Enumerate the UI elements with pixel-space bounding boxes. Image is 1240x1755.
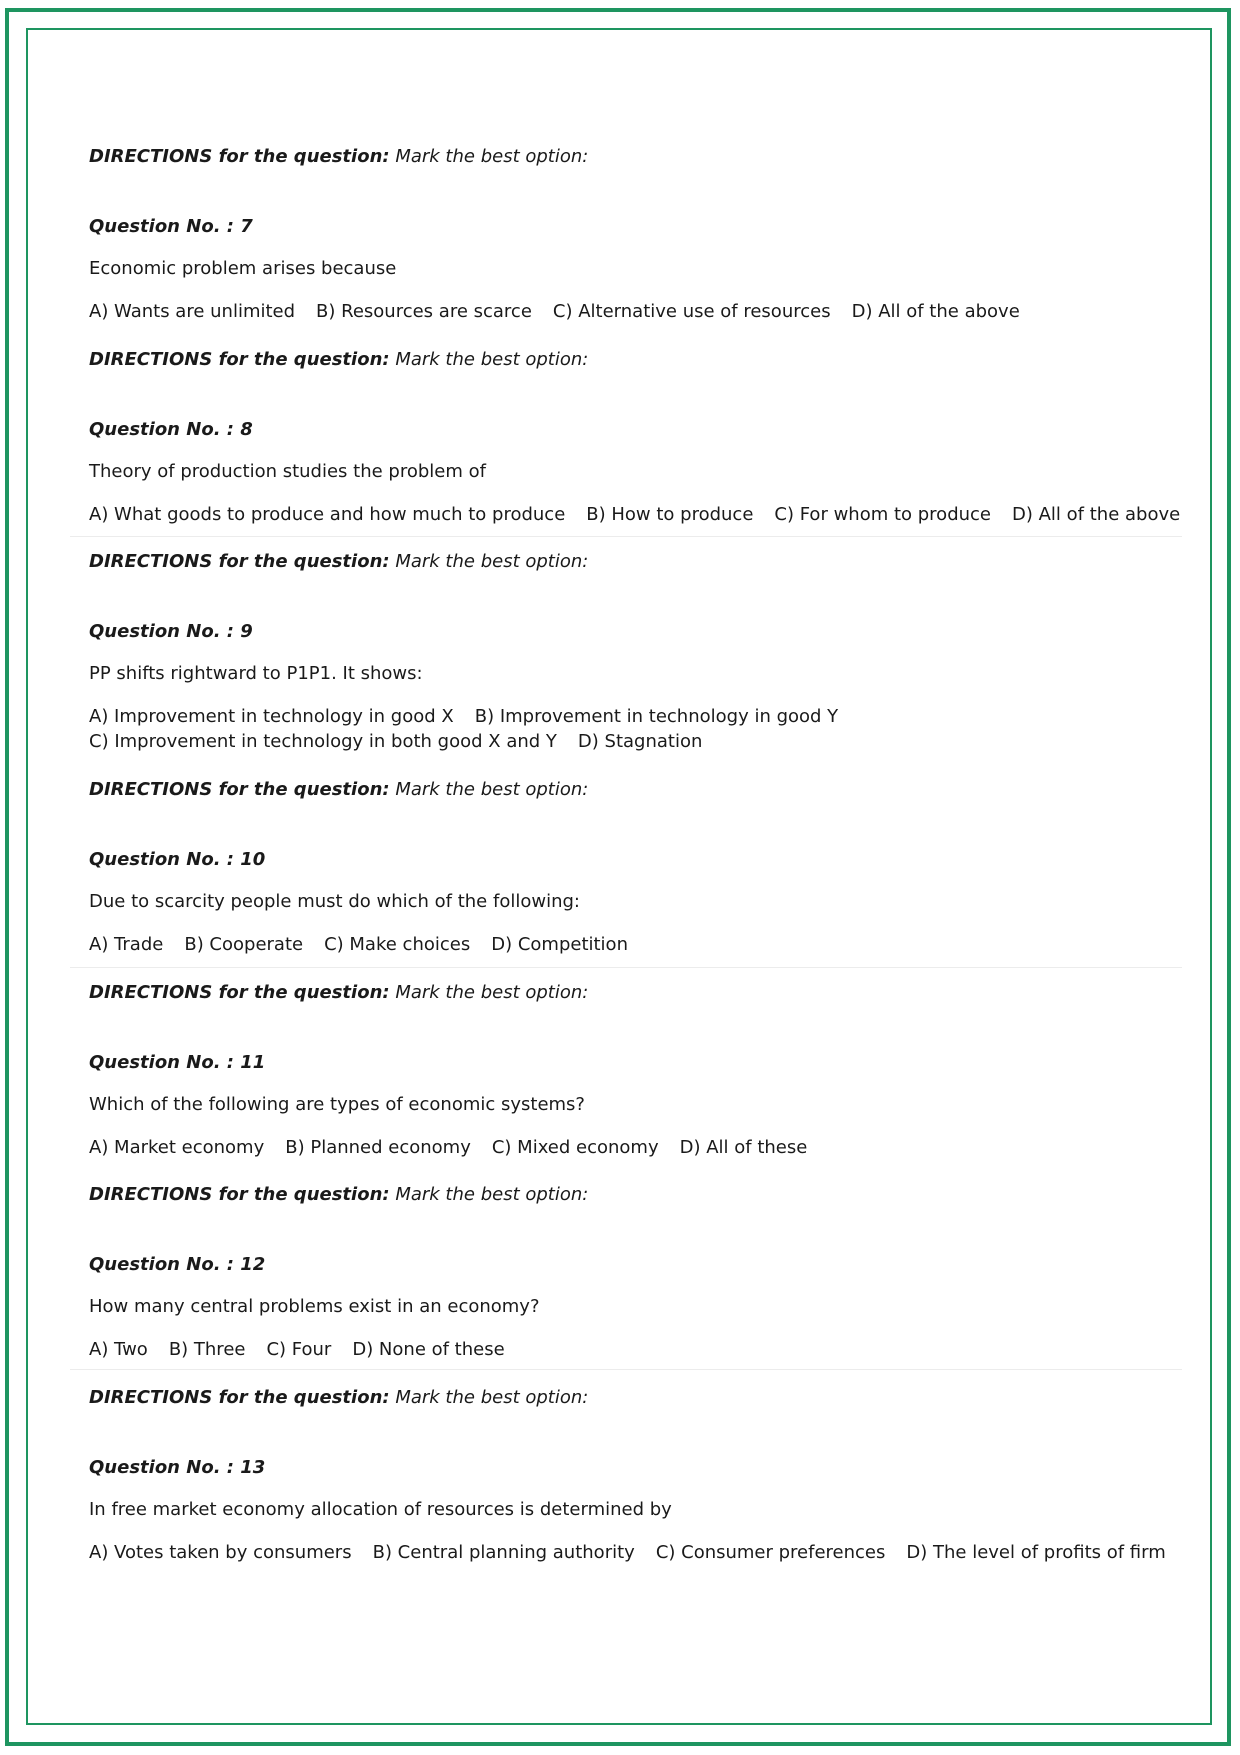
question-number: Question No. : 11 bbox=[89, 1052, 266, 1073]
answer-option[interactable]: B) How to produce bbox=[586, 504, 754, 525]
options-row bbox=[89, 300, 1041, 324]
answer-option[interactable]: A) Two bbox=[89, 1339, 148, 1360]
directions-line bbox=[89, 550, 588, 574]
separator-line bbox=[70, 1369, 1182, 1370]
question-stem: Which of the following are types of economic systems? bbox=[89, 1094, 585, 1115]
answer-option[interactable]: C) Four bbox=[266, 1339, 332, 1360]
answer-option[interactable]: C) Consumer preferences bbox=[655, 1542, 886, 1563]
directions-label: DIRECTIONS for the question: bbox=[89, 779, 390, 800]
answer-option[interactable]: C) Improvement in technology in both good X and Y bbox=[89, 731, 557, 752]
directions-label: DIRECTIONS for the question: bbox=[89, 982, 390, 1003]
answer-option[interactable]: B) Three bbox=[168, 1339, 246, 1360]
directions-label: DIRECTIONS for the question: bbox=[89, 146, 390, 167]
answer-option[interactable]: A) What goods to produce and how much to produce bbox=[89, 504, 566, 525]
directions-label: DIRECTIONS for the question: bbox=[89, 1184, 390, 1205]
question-number: Question No. : 13 bbox=[89, 1457, 266, 1478]
question-number: Question No. : 7 bbox=[89, 216, 253, 237]
directions-line bbox=[89, 778, 588, 802]
answer-option[interactable]: D) Competition bbox=[491, 934, 628, 955]
directions-text: Mark the best option: bbox=[395, 779, 589, 800]
answer-option[interactable]: A) Improvement in technology in good X bbox=[89, 706, 454, 727]
directions-text: Mark the best option: bbox=[395, 982, 589, 1003]
directions-text: Mark the best option: bbox=[395, 551, 589, 572]
question-stem: How many central problems exist in an economy? bbox=[89, 1296, 540, 1317]
directions-line bbox=[89, 1183, 588, 1207]
directions-line bbox=[89, 981, 588, 1005]
answer-option[interactable]: D) All of these bbox=[679, 1137, 808, 1158]
options-row bbox=[89, 1136, 828, 1160]
question-number: Question No. : 12 bbox=[89, 1254, 266, 1275]
question-number: Question No. : 8 bbox=[89, 419, 253, 440]
options-row bbox=[89, 503, 1201, 527]
question-stem: In free market economy allocation of resources is determined by bbox=[89, 1499, 672, 1520]
options-row bbox=[89, 705, 859, 729]
options-row bbox=[89, 933, 649, 957]
directions-text: Mark the best option: bbox=[395, 349, 589, 370]
options-row bbox=[89, 1541, 1187, 1565]
answer-option[interactable]: D) All of the above bbox=[851, 301, 1020, 322]
directions-text: Mark the best option: bbox=[395, 1184, 589, 1205]
question-stem: PP shifts rightward to P1P1. It shows: bbox=[89, 663, 423, 684]
answer-option[interactable]: B) Resources are scarce bbox=[316, 301, 532, 322]
answer-option[interactable]: A) Wants are unlimited bbox=[89, 301, 296, 322]
question-stem: Due to scarcity people must do which of the following: bbox=[89, 891, 580, 912]
answer-option[interactable]: C) Alternative use of resources bbox=[552, 301, 831, 322]
question-number: Question No. : 10 bbox=[89, 849, 266, 870]
answer-option[interactable]: B) Planned economy bbox=[285, 1137, 471, 1158]
answer-option[interactable]: B) Central planning authority bbox=[372, 1542, 635, 1563]
directions-label: DIRECTIONS for the question: bbox=[89, 349, 390, 370]
answer-option[interactable]: B) Cooperate bbox=[184, 934, 304, 955]
answer-option[interactable]: C) For whom to produce bbox=[774, 504, 992, 525]
question-stem: Economic problem arises because bbox=[89, 258, 397, 279]
question-number: Question No. : 9 bbox=[89, 621, 253, 642]
directions-label: DIRECTIONS for the question: bbox=[89, 551, 390, 572]
answer-option[interactable]: D) All of the above bbox=[1012, 504, 1181, 525]
separator-line bbox=[70, 967, 1182, 968]
answer-option[interactable]: C) Mixed economy bbox=[491, 1137, 659, 1158]
question-stem: Theory of production studies the problem of bbox=[89, 461, 486, 482]
answer-option[interactable]: D) Stagnation bbox=[577, 731, 703, 752]
directions-line bbox=[89, 348, 588, 372]
answer-option[interactable]: A) Trade bbox=[89, 934, 164, 955]
answer-option[interactable]: B) Improvement in technology in good Y bbox=[474, 706, 839, 727]
answer-option[interactable]: D) The level of profits of firm bbox=[906, 1542, 1166, 1563]
answer-option[interactable]: D) None of these bbox=[352, 1339, 505, 1360]
directions-text: Mark the best option: bbox=[395, 146, 589, 167]
directions-line bbox=[89, 145, 588, 169]
directions-text: Mark the best option: bbox=[395, 1387, 589, 1408]
options-row bbox=[89, 730, 723, 754]
answer-option[interactable]: A) Votes taken by consumers bbox=[89, 1542, 352, 1563]
separator-line bbox=[70, 536, 1182, 537]
options-row bbox=[89, 1338, 526, 1362]
answer-option[interactable]: A) Market economy bbox=[89, 1137, 265, 1158]
directions-line bbox=[89, 1386, 588, 1410]
directions-label: DIRECTIONS for the question: bbox=[89, 1387, 390, 1408]
answer-option[interactable]: C) Make choices bbox=[324, 934, 471, 955]
